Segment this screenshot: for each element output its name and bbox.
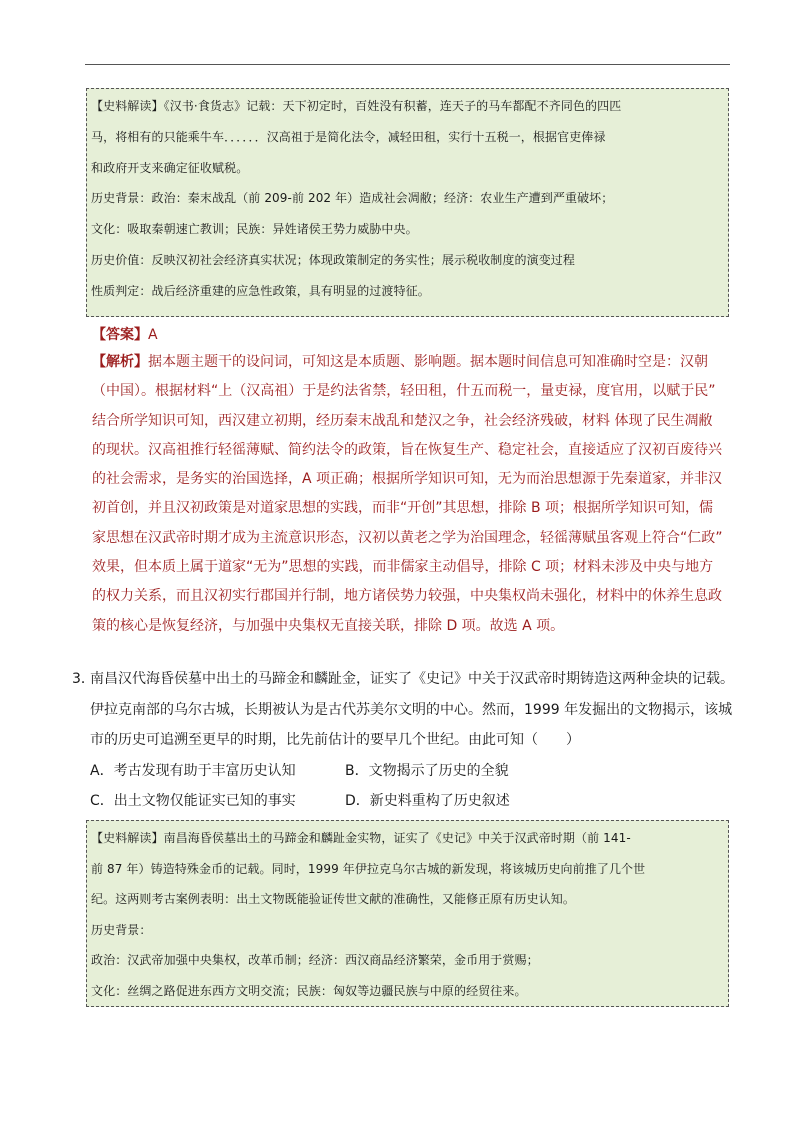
analysis-line-3: 结合所学知识可知，西汉建立初期，经历秦末战乱和楚汉之争，社会经济残破，材料 体现了民生凋敝: [92, 412, 713, 429]
source-interpretation-box-2: [86, 820, 729, 1007]
option-b[interactable]: B．文物揭示了历史的全貌: [345, 763, 509, 779]
box1-line-3: 和政府开支来确定征收赋税。: [91, 160, 249, 175]
box2-line-4: 历史背景：: [91, 922, 152, 937]
option-d[interactable]: D．新史料重构了历史叙述: [345, 793, 510, 809]
analysis-line-7: 家思想在汉武帝时期才成为主流意识形态，汉初以黄老之学为治国理念，轻徭薄赋虽客观上符合“仁政”: [92, 529, 723, 546]
box1-line-5: 文化：吸取秦朝速亡教训；民族：异姓诸侯王势力威胁中央。: [91, 222, 418, 237]
options-row-2: [90, 786, 730, 816]
options-row-1: [90, 756, 730, 786]
question-line-2: 伊拉克南部的乌尔古城，长期被认为是古代苏美尔文明的中心。然而，1999 年发掘出的文物揭示，该城: [90, 701, 733, 718]
analysis-line-1: 【解析】据本题主题干的设问词，可知这是本质题、影响题。据本题时间信息可知准确时空是：汉朝: [92, 354, 708, 370]
question-line-1: 3．南昌汉代海昏侯墓中出土的马蹄金和麟趾金，证实了《史记》中关于汉武帝时期铸造这两种金块的记载。: [72, 664, 752, 695]
box1-line-4: 历史背景：政治：秦末战乱（前 209-前 202 年）造成社会凋敝；经济：农业生产遭到严重破坏；: [91, 191, 614, 206]
box2-line-5: 政治：汉武帝加强中央集权，改革币制；经济：西汉商品经济繁荣，金币用于赏赐；: [91, 953, 539, 967]
box1-tag: 【史料解读】: [91, 99, 164, 113]
box2-line-1: 【史料解读】南昌海昏侯墓出土的马蹄金和麟趾金实物，证实了《史记》中关于汉武帝时期（前 141-: [91, 831, 631, 845]
box2-line-2: 前 87 年）铸造特殊金币的记载。同时，1999 年伊拉克乌尔古城的新发现，将该城历史向前推了几个世: [91, 861, 646, 876]
box1-line-2: 马，将相有的只能乘牛车．．．．．．汉高祖于是简化法令，减轻田租，实行十五税一，根据官吏俸禄: [91, 129, 606, 144]
source-interpretation-box-1: [86, 88, 729, 317]
box2-line-6: 文化：丝绸之路促进东西方文明交流；民族：匈奴等边疆民族与中原的经贸往来。: [91, 983, 527, 998]
analysis-line-4: 的现状。汉高祖推行轻徭薄赋、简约法令的政策，旨在恢复生产、稳定社会，直接适应了汉初百废待兴: [92, 441, 722, 458]
analysis-line-9: 的权力关系，而且汉初实行郡国并行制，地方诸侯势力较强，中央集权尚未强化，材料中的休养生息政: [92, 588, 722, 605]
question-options: [90, 756, 730, 816]
option-a[interactable]: A．考古发现有助于丰富历史认知: [90, 763, 296, 779]
answer-analysis-block: [92, 322, 732, 641]
question-number: 3．: [72, 671, 95, 687]
analysis-line-2: （中国）。根据材料“上（汉高祖）于是约法省禁，轻田租，什五而税一，量吏禄，度官用，以赋于民”: [92, 383, 716, 400]
box1-line-7: 性质判定：战后经济重建的应急性政策，具有明显的过渡特征。: [91, 283, 430, 298]
box2-tag: 【史料解读】: [91, 831, 164, 845]
box1-line-6: 历史价值：反映汉初社会经济真实状况；体现政策制定的务实性；展示税收制度的演变过程: [91, 252, 576, 267]
analysis-line-6: 初首创，并且汉初政策是对道家思想的实践，而非“开创”其思想，排除 B 项；根据所学知识可知，儒: [92, 500, 714, 517]
answer-tag: 【答案】: [92, 327, 148, 343]
option-c[interactable]: C．出土文物仅能证实已知的事实: [90, 793, 296, 809]
analysis-tag: 【解析】: [92, 354, 148, 370]
question-3: [72, 664, 752, 756]
analysis-line-10: 策的核心是恢复经济，与加强中央集权无直接关联，排除 D 项。故选 A 项。: [92, 617, 565, 634]
box2-line-3: 纪。这两则考古案例表明：出土文物既能验证传世文献的准确性，又能修正原有历史认知。: [91, 892, 576, 906]
header-rule: [85, 64, 730, 65]
answer-value: A: [148, 327, 158, 343]
analysis-line-8: 效果，但本质上属于道家“无为”思想的实践，而非儒家主动倡导，排除 C 项；材料未涉及中央与地方: [92, 559, 714, 576]
answer-line: [92, 322, 732, 348]
question-line-3: 市的历史可追溯至更早的时期，比先前估计的要早几个世纪。由此可知（ ）: [90, 732, 580, 748]
box1-line-1: 【史料解读】《汉书·食货志》记载：天下初定时，百姓没有积蓄，连天子的马车都配不齐同色的四匹: [91, 99, 622, 113]
analysis-line-5: 的社会需求，是务实的治国选择，A 项正确；根据所学知识可知，无为而治思想源于先秦道家，并非汉: [92, 471, 723, 488]
